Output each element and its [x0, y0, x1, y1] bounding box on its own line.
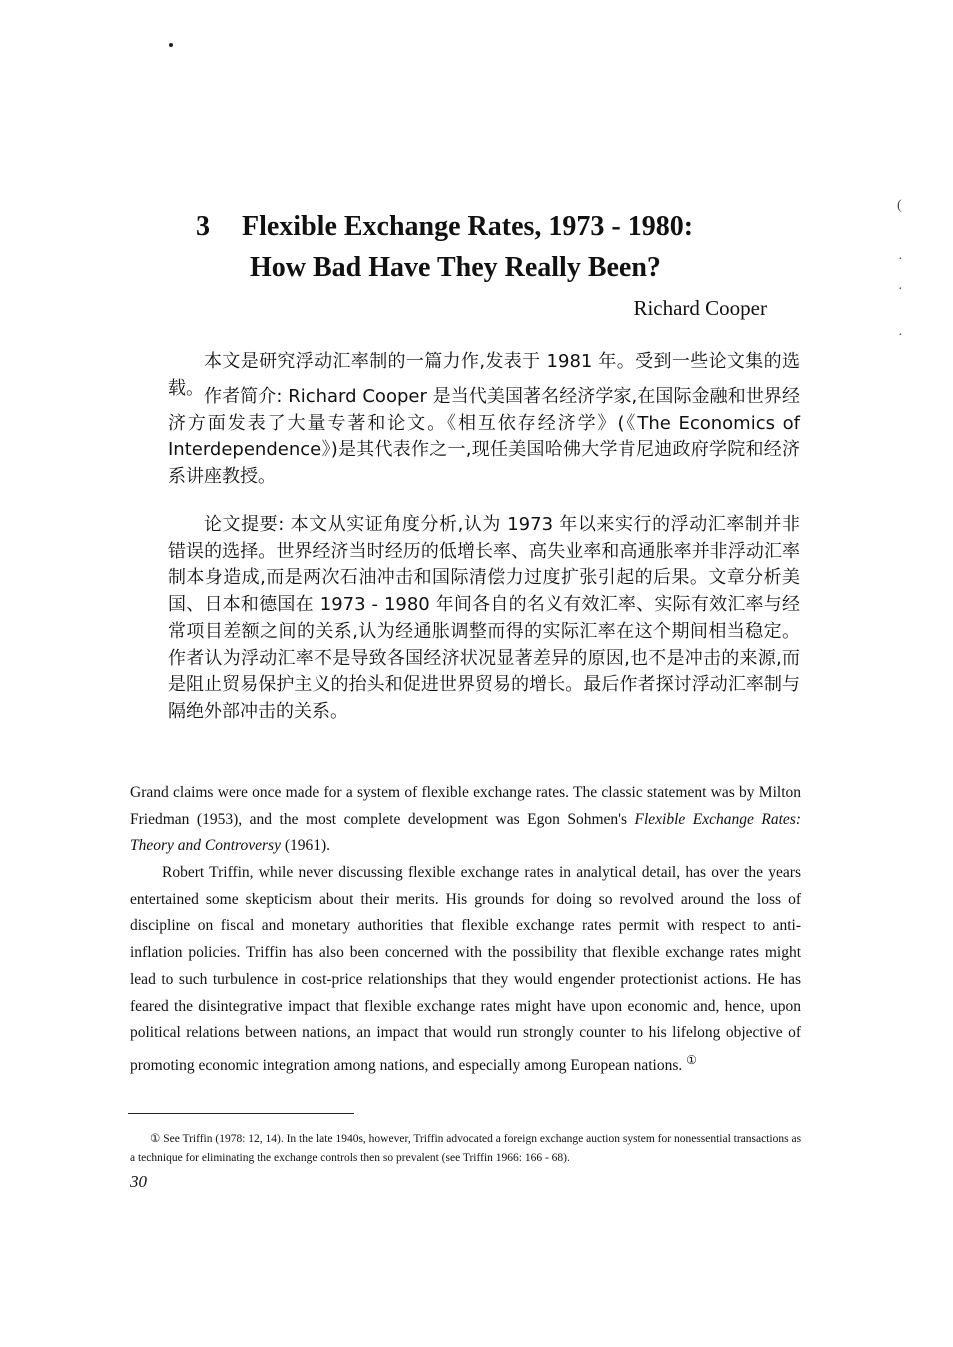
paper-summary — [168, 512, 800, 726]
margin-mark: · — [898, 328, 903, 343]
footnote-divider — [128, 1113, 354, 1114]
body-paragraph — [130, 780, 801, 860]
intro-text: Richard Cooper 是当代美国著名经济学家,在国际金融和世界经济方面发表了大量专著和论文。《相互依存经济学》(《The Economics of Interdependence》)是其代表作之一,现任美国哈佛大学肯尼迪政府学院和经济系讲座教授。 — [168, 386, 800, 488]
chapter-title — [196, 206, 693, 288]
chapter-title-line1: Flexible Exchange Rates, 1973 - 1980: — [242, 211, 694, 242]
paragraph-text: Robert Triffin, while never discussing flexible exchange rates in analytical detail, has over the years entertained some skepticism about their merits. His grounds for doing so revolved around the loss of discipline on fiscal and monetary authorities that flexible exchange rates permit with respect to anti-inflation policies. Triffin has also been concerned with the possibility that flexible exchange rates might lead to such turbulence in cost-price relationships that they would engender protectionist actions. He has feared the disintegrative impact that flexible exchange rates might have upon economic and, hence, upon political relations between nations, an impact that would run strongly counter to his lifelong objective of promoting economic integration among nations, and especially among European nations. — [130, 864, 801, 1075]
footnote-text: See Triffin (1978: 12, 14). In the late 1940s, however, Triffin advocated a foreign exchange auction system for nonessential transactions as a technique for eliminating the exchange controls then so prevalent (see Triffin 1966: 166 - 68). — [130, 1133, 802, 1164]
summary-text: 本文从实证角度分析,认为 1973 年以来实行的浮动汇率制并非错误的选择。世界经济当时经历的低增长率、高失业率和高通胀率并非浮动汇率制本身造成,而是两次石油冲击和国际清偿力过度扩张引起的后果。文章分析美国、日本和德国在 1973 - 1980 年间各自的名义有效汇率、实际有效汇率与经常项目差额之间的关系,认为经通胀调整而得的实际汇率在这个期间相当稳定。作者认为浮动汇率不是导致各国经济状况显著差异的原因,也不是冲击的来源,而是阻止贸易保护主义的抬头和促进世界贸易的增长。最后作者探讨浮动汇率制与隔绝外部冲击的关系。 — [168, 514, 800, 722]
author-introduction — [168, 384, 800, 491]
abstract-note-text: 本文是研究浮动汇率制的一篇力作,发表于 1981 年。受到一些论文集的选载。 — [168, 351, 800, 399]
footnote-reference[interactable]: ① — [686, 1052, 697, 1067]
body-paragraph — [130, 860, 801, 1080]
footnote — [130, 1130, 802, 1168]
chapter-number: 3 — [196, 211, 210, 242]
summary-label: 论文提要: — [204, 514, 285, 535]
margin-mark: · — [898, 252, 903, 267]
paragraph-text: Grand claims were once made for a system of flexible exchange rates. The classic statement was by Milton Friedman (1953), and the most complete development was Egon Sohmen's — [130, 784, 801, 828]
margin-mark: ( — [897, 198, 902, 213]
margin-mark: · — [898, 282, 903, 297]
scan-dot — [169, 43, 173, 47]
intro-label: 作者简介: — [204, 386, 283, 407]
paragraph-text: (1961). — [280, 837, 331, 855]
chapter-title-line2: How Bad Have They Really Been? — [250, 252, 661, 283]
page-number: 30 — [130, 1172, 147, 1191]
book-title: Flexible Exchange Rates: Theory and Controversy — [130, 810, 802, 855]
author-name: Richard Cooper — [633, 296, 767, 320]
footnote-marker: ① — [150, 1133, 161, 1145]
